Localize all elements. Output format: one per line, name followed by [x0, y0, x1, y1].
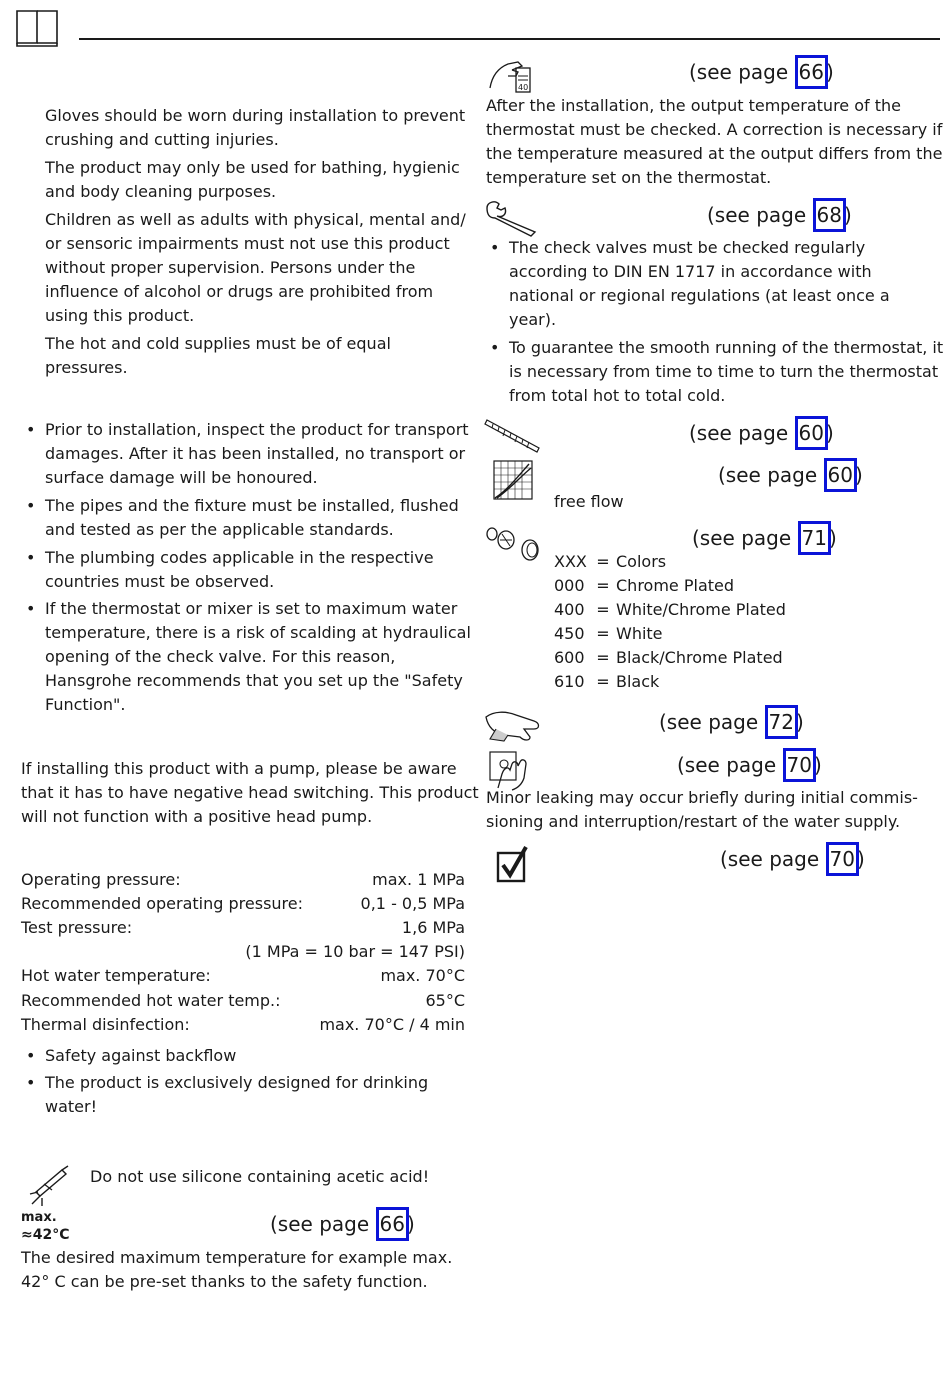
spec-row — [21, 940, 465, 964]
see-page-cleaning: (see page 72 ) — [659, 705, 804, 739]
page-ref-link[interactable]: 66 — [795, 55, 828, 89]
spec-value: 65°C — [425, 991, 465, 1010]
color-row: XXX = Colors — [554, 552, 667, 571]
max-temp-icon-line1: max. — [21, 1210, 57, 1225]
install-bullet: • The pipes and the fixture must be installed, flushed and tested as per the applicable standards. — [45, 494, 459, 542]
pump-note: If installing this product with a pump, please be aware that it has to have negative head switching. This product will not function with a positive head pump. — [21, 759, 479, 826]
spec-value: 0,1 - 0,5 MPa — [360, 894, 465, 913]
color-row: 450 = White — [554, 624, 663, 643]
page-ref-link[interactable]: 60 — [824, 458, 857, 492]
color-row: 400 = White/Chrome Plated — [554, 600, 786, 619]
flow-label: free flow — [554, 492, 624, 511]
spec-row — [21, 964, 465, 988]
spec-value: max. 1 MPa — [372, 870, 465, 889]
spec-value: 1,6 MPa — [401, 918, 465, 937]
see-page-maintenance: (see page 68 ) — [707, 198, 852, 232]
see-page-dimensions: (see page 60 ) — [689, 416, 834, 450]
see-page-adjust: (see page 66 ) — [689, 55, 834, 89]
spec-value: max. 70°C / 4 min — [319, 1015, 465, 1034]
silicone-gun-icon — [26, 1166, 70, 1206]
see-page-safety: (see page 66 ) — [270, 1207, 415, 1241]
spec-label: Operating pressure: — [21, 870, 181, 889]
faults-hand-icon — [488, 750, 536, 790]
spec-bullet: • Safety against backflow — [45, 1044, 236, 1068]
spec-row — [21, 989, 465, 1013]
flow-diagram-icon — [493, 460, 533, 500]
maintenance-bullet: • The check valves must be checked regularly according to DIN EN 1717 in accordance with national or regional regulations (at least once a year). — [509, 236, 890, 332]
install-bullet: • The plumbing codes applicable in the respective countries must be observed. — [45, 546, 434, 594]
spec-value: max. 70°C — [380, 966, 465, 985]
svg-text:40: 40 — [518, 83, 529, 92]
safety-paragraph: Children as well as adults with physical, mental and/ or sensoric impairments must not use this product without proper supervision. Persons under the influence of alcohol or drugs are prohibited from using this product. — [45, 210, 466, 325]
spec-label: Hot water temperature: — [21, 966, 211, 985]
color-row: 000 = Chrome Plated — [554, 576, 735, 595]
page-ref-link[interactable]: 66 — [376, 1207, 409, 1241]
page-ref-link[interactable]: 72 — [765, 705, 798, 739]
page-ref-link[interactable]: 70 — [783, 748, 816, 782]
parts-icon — [484, 526, 544, 562]
book-icon — [15, 9, 61, 47]
spec-row — [21, 892, 465, 916]
spec-bullet: • The product is exclusively designed for drinking water! — [45, 1071, 428, 1119]
ruler-icon — [485, 418, 541, 452]
spec-value: (1 MPa = 10 bar = 147 PSI) — [245, 942, 465, 961]
see-page-faults: (see page 70 ) — [677, 748, 822, 782]
spec-row — [21, 1013, 465, 1037]
spec-label: Test pressure: — [21, 918, 133, 937]
silicone-note: Do not use silicone containing acetic acid! — [90, 1167, 430, 1186]
cleaning-hand-icon — [484, 707, 542, 743]
safety-function-text: The desired maximum temperature for example max. 42° C can be pre-set thanks to the safety function. — [21, 1248, 453, 1291]
see-page-flow: (see page 60 ) — [718, 458, 863, 492]
install-bullet: • Prior to installation, inspect the product for transport damages. After it has been installed, no transport or surface damage will be honoured. — [45, 418, 469, 490]
spec-label: Recommended hot water temp.: — [21, 991, 281, 1010]
max-temp-icon-line2: ≈42°C — [21, 1227, 70, 1243]
color-row: 600 = Black/Chrome Plated — [554, 648, 783, 667]
leak-note: Minor leaking may occur briefly during initial commis- sioning and interruption/restart of the water supply. — [486, 788, 918, 831]
spec-label: Thermal disinfection: — [21, 1015, 190, 1034]
spec-label: Recommended operating pressure: — [21, 894, 303, 913]
header-rule — [79, 38, 940, 40]
hand-thermometer-icon — [488, 54, 536, 96]
spec-row — [21, 916, 465, 940]
wrench-icon — [485, 200, 541, 236]
adjust-text: After the installation, the output temperature of the thermostat must be checked. A correction is necessary if the temperature measured at the output differs from the temperature set on the thermostat. — [486, 96, 943, 187]
page-ref-link[interactable]: 60 — [795, 416, 828, 450]
page-ref-link[interactable]: 68 — [813, 198, 846, 232]
safety-paragraph: Gloves should be worn during installation to prevent crushing and cutting injuries. — [45, 106, 466, 149]
see-page-test: (see page 70 ) — [720, 842, 865, 876]
page-ref-link[interactable]: 71 — [798, 521, 831, 555]
safety-paragraph: The hot and cold supplies must be of equal pressures. — [45, 334, 391, 377]
install-bullet: • If the thermostat or mixer is set to maximum water temperature, there is a risk of scalding at hydraulical opening of the check valve. For this reason, Hansgrohe recommends that you set up the "Safety Function". — [45, 597, 471, 717]
spec-row — [21, 868, 465, 892]
page-ref-link[interactable]: 70 — [826, 842, 859, 876]
checkbox-icon — [496, 845, 530, 883]
color-row: 610 = Black — [554, 672, 660, 691]
maintenance-bullet: • To guarantee the smooth running of the thermostat, it is necessary from time to time to turn the thermostat from total hot to total cold. — [509, 336, 943, 408]
see-page-special-colors: (see page 71 ) — [692, 521, 837, 555]
safety-paragraph: The product may only be used for bathing, hygienic and body cleaning purposes. — [45, 158, 460, 201]
